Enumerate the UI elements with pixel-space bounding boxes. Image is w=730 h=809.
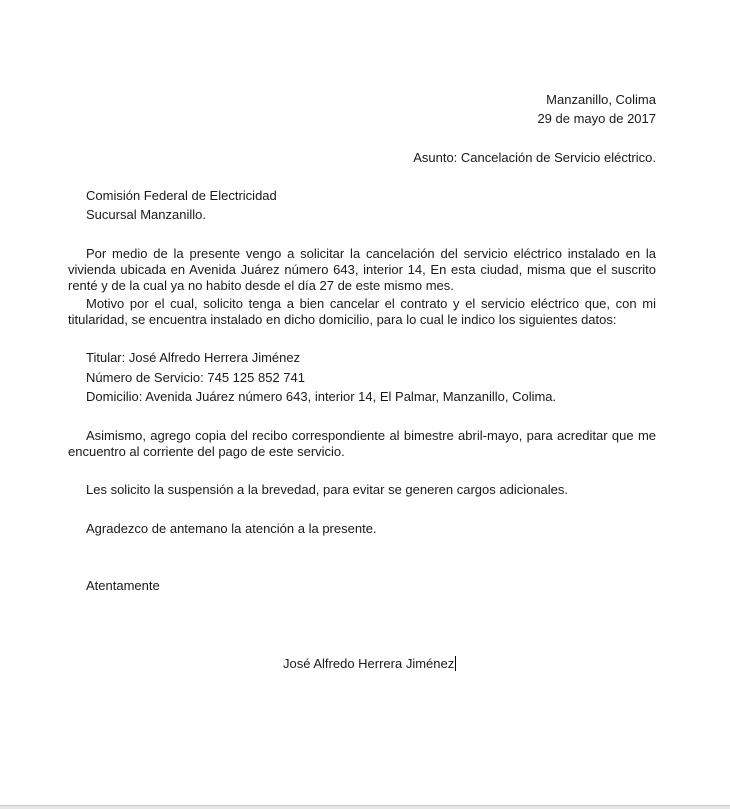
- recipient-line-1: Comisión Federal de Electricidad: [86, 188, 277, 203]
- place-line: Manzanillo, Colima: [546, 92, 656, 107]
- date-line: 29 de mayo de 2017: [537, 111, 656, 126]
- paragraph-1-line-2: vivienda ubicada en Avenida Juárez número 643, interior 14, En esta ciudad, misma que el suscrito: [68, 262, 656, 277]
- recipient-line-2: Sucursal Manzanillo.: [86, 207, 206, 222]
- detail-service-number: Número de Servicio: 745 125 852 741: [86, 370, 305, 385]
- paragraph-1-line-1: Por medio de la presente vengo a solicitar la cancelación del servicio eléctrico instalado en la: [86, 246, 656, 261]
- paragraph-3-line-2: encuentro al corriente del pago de este servicio.: [68, 444, 345, 459]
- signature-text: José Alfredo Herrera Jiménez: [283, 656, 455, 671]
- page-bottom-edge: [0, 805, 730, 809]
- text-cursor: [455, 656, 456, 671]
- paragraph-4: Les solicito la suspensión a la brevedad, para evitar se generen cargos adicionales.: [86, 482, 569, 497]
- paragraph-1-line-3: renté y de la cual ya no habito desde el día 27 de este mismo mes.: [68, 278, 454, 293]
- paragraph-5: Agradezco de antemano la atención a la presente.: [86, 521, 377, 536]
- closing-line: Atentamente: [86, 578, 160, 593]
- detail-titular: Titular: José Alfredo Herrera Jiménez: [86, 350, 301, 365]
- detail-address: Domicilio: Avenida Juárez número 643, interior 14, El Palmar, Manzanillo, Colima.: [86, 389, 557, 404]
- paragraph-3-line-1: Asimismo, agrego copia del recibo correspondiente al bimestre abril-mayo, para acreditar que me: [86, 428, 656, 443]
- subject-line: Asunto: Cancelación de Servicio eléctrico.: [413, 150, 656, 165]
- paragraph-2-line-1: Motivo por el cual, solicito tenga a bien cancelar el contrato y el servicio eléctrico que, con mi: [86, 296, 656, 311]
- signature-line[interactable]: [283, 656, 456, 672]
- paragraph-2-line-2: titularidad, se encuentra instalado en dicho domicilio, para lo cual le indico los siguientes datos:: [68, 312, 617, 327]
